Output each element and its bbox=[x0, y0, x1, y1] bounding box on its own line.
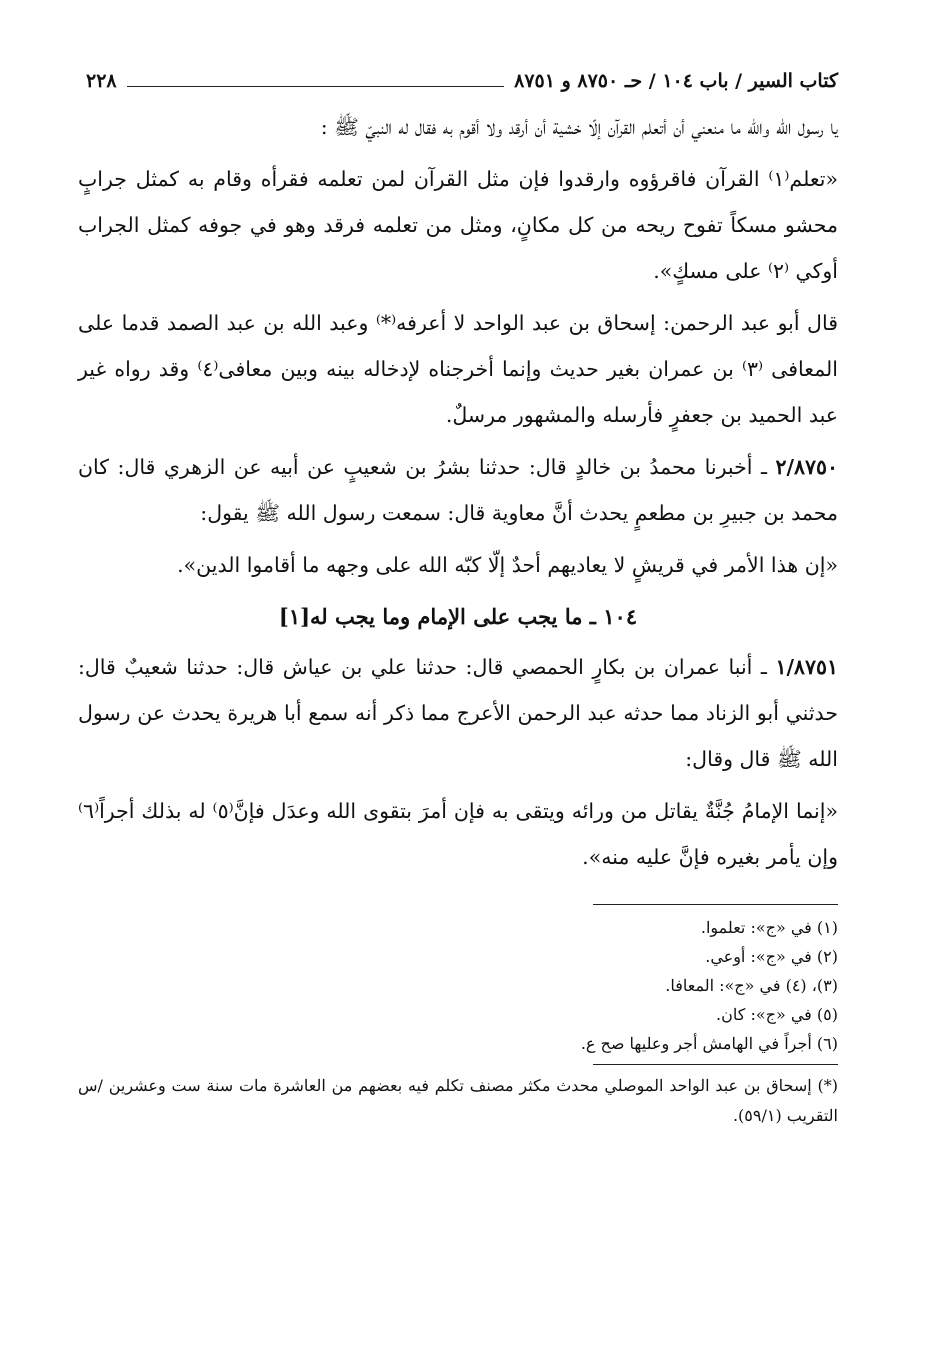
running-title: كتاب السير / باب ١٠٤ / حـ ٨٧٥٠ و ٨٧٥١ bbox=[514, 70, 838, 92]
hadith-text-3: «إنما الإمامُ جُنَّةٌ يقاتل من ورائه ويتقى به فإن أمرَ بتقوى الله وعدَل فإنَّ⁽٥⁾ له بذلك أجراً⁽٦⁾ وإن يأمر بغيره فإنَّ عليه منه». bbox=[78, 799, 838, 869]
book-page bbox=[78, 70, 838, 1131]
hadith-text-1: «تعلم⁽١⁾ القرآن فاقرؤوه وارقدوا فإن مثل القرآن لمن تعلمه فقرأه وقام به كمثل جرابٍ محشو مسكاً تفوح ريحه من كل مكانٍ، ومثل من تعلمه فرقد وهو في جوفه كمثل الجراب أوكي ⁽٢⁾ على مسكٍ». bbox=[78, 167, 838, 283]
editor-note: (*) إسحاق بن عبد الواحد الموصلي محدث مكثر مصنف تكلم فيه بعضهم من العاشرة مات سنة ست وعشرين /س التقريب (٥٩/١). bbox=[78, 1076, 838, 1125]
hadith-chain: ـ أنبا عمران بن بكارٍ الحمصي قال: حدثنا علي بن عياش قال: حدثنا شعيبٌ قال: حدثني أبو الزناد مما حدثه عبد الرحمن الأعرج مما ذكر أنه سمع أبا هريرة يحدث عن رسول الله ﷺ قال وقال: bbox=[78, 655, 838, 771]
footnotes bbox=[78, 913, 838, 1058]
paragraph-1: يا رسول الله والله ما منعني أن أتعلم القرآن إلّا خشية أن أرقد ولا أقوم به فقال له النبيّ ﷺ : bbox=[320, 115, 838, 139]
editor-note-rule bbox=[593, 1064, 838, 1065]
footnote-item: (٦) أجراً في الهامش أجر وعليها صح ع. bbox=[580, 1034, 838, 1053]
hadith-8750-2 bbox=[78, 444, 838, 536]
chapter-heading: ١٠٤ ـ ما يجب على الإمام وما يجب له[١] bbox=[278, 604, 638, 629]
page-number: ٢٢٨ bbox=[86, 70, 117, 92]
hadith-chain: ـ أخبرنا محمدُ بن خالدٍ قال: حدثنا بشرُ بن شعيبٍ عن أبيه عن الزهري قال: كان محمد بن جبيرِ بن مطعمٍ يحدث أنَّ معاوية قال: سمعت رسول الله ﷺ يقول: bbox=[78, 455, 838, 525]
hadith-text-2: «إن هذا الأمر في قريشٍ لا يعاديهم أحدٌ إلّا كبّه الله على وجهه ما أقاموا الدين». bbox=[177, 553, 838, 577]
hadith-number: ١/٨٧٥١ bbox=[775, 655, 838, 679]
page-header bbox=[78, 70, 838, 104]
footnote-item: (٢) في «ج»: أوعي. bbox=[705, 947, 838, 966]
hadith-8751-1 bbox=[78, 644, 838, 782]
hadith-number: ٢/٨٧٥٠ bbox=[775, 455, 838, 479]
footnote-item: (١) في «ج»: تعلموا. bbox=[700, 918, 838, 937]
header-rule bbox=[127, 86, 505, 87]
commentary-paragraph: قال أبو عبد الرحمن: إسحاق بن عبد الواحد لا أعرفه⁽*⁾ وعبد الله بن عبد الصمد قدما على المعافى ⁽٣⁾ بن عمران بغير حديث وإنما أخرجناه لإدخاله بينه وبين معافى⁽٤⁾ وقد رواه غير عبد الحميد بن جعفرٍ فأرسله والمشهور مرسلٌ. bbox=[78, 311, 838, 427]
footnote-item: (٣)، (٤) في «ج»: المعافا. bbox=[665, 976, 838, 995]
footnote-item: (٥) في «ج»: كان. bbox=[716, 1005, 838, 1024]
page-body bbox=[78, 104, 838, 880]
footnote-rule bbox=[593, 904, 838, 905]
